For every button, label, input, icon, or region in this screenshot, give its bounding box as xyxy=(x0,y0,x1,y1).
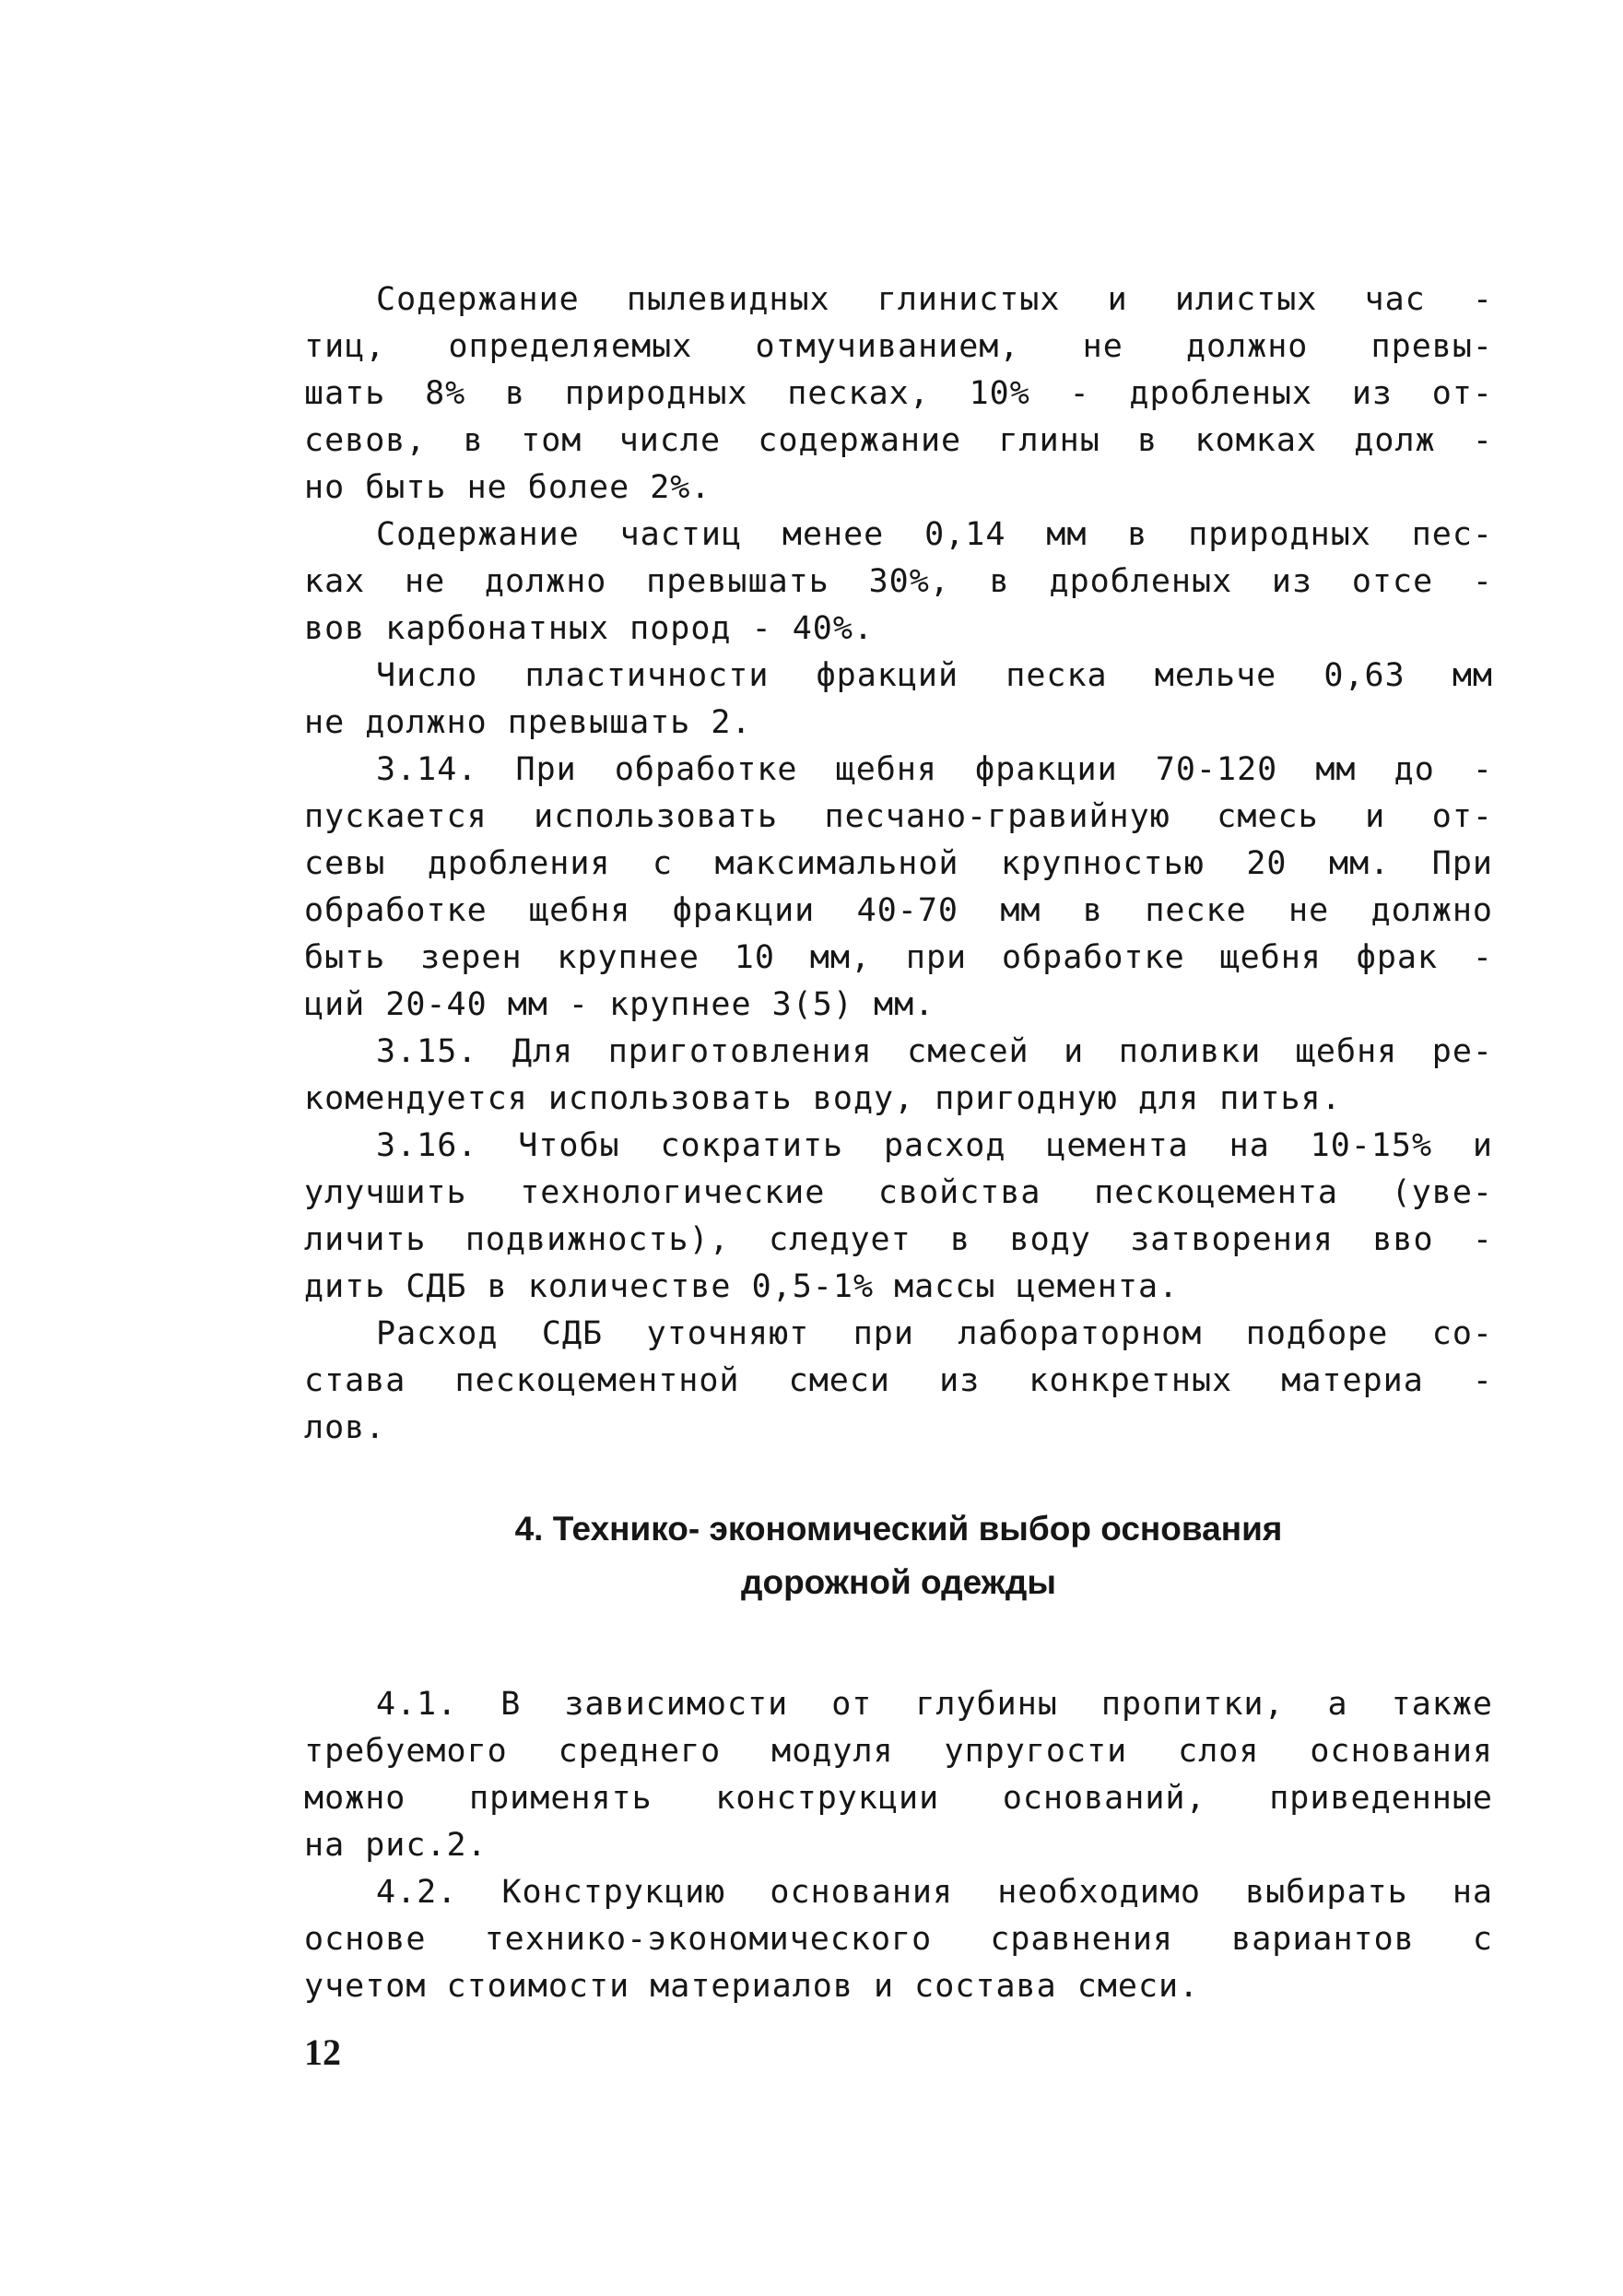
text-line: лов. xyxy=(304,1409,386,1446)
text-line: дить СДБ в количестве 0,5-1% массы цемента. xyxy=(304,1268,1180,1305)
text-line: тиц, определяемых отмучиванием, не должно превы- xyxy=(304,328,1493,365)
text-line: учетом стоимости материалов и состава смеси. xyxy=(304,1968,1200,2005)
paragraph-dust-content xyxy=(304,277,1493,512)
text-line: Содержание частиц менее 0,14 мм в природных пес- xyxy=(376,516,1493,553)
section-heading-line: 4. Технико- экономический выбор основания xyxy=(514,1510,1283,1548)
text-line: шать 8% в природных песках, 10% - дробленых из от- xyxy=(304,375,1493,412)
text-line: не должно превышать 2. xyxy=(304,704,752,741)
text-line: ций 20-40 мм - крупнее 3(5) мм. xyxy=(304,986,935,1023)
paragraph-3-14 xyxy=(304,747,1493,1029)
text-line: ках не должно превышать 30%, в дробленых из отсе - xyxy=(304,563,1493,600)
text-line: Расход СДБ уточняют при лабораторном подборе со- xyxy=(376,1315,1493,1352)
text-line: комендуется использовать воду, пригодную для питья. xyxy=(304,1080,1342,1117)
text-line: улучшить технологические свойства пескоцемента (уве- xyxy=(304,1174,1493,1211)
text-line: требуемого среднего модуля упругости слоя основания xyxy=(304,1733,1493,1770)
text-line: быть зерен крупнее 10 мм, при обработке щебня фрак - xyxy=(304,939,1493,976)
text-line: Содержание пылевидных глинистых и илистых час - xyxy=(376,281,1493,318)
page-number: 12 xyxy=(304,2031,341,2073)
paragraph-sdb-consumption xyxy=(304,1311,1493,1452)
text-line: севы дробления с максимальной крупностью 20 мм. При xyxy=(304,845,1493,882)
text-line: 3.14. При обработке щебня фракции 70-120 мм до - xyxy=(376,751,1493,788)
text-line: личить подвижность), следует в воду затворения вво - xyxy=(304,1221,1493,1258)
text-line: основе технико-экономического сравнения вариантов с xyxy=(304,1921,1493,1958)
text-line: можно применять конструкции оснований, приведенные xyxy=(304,1780,1493,1817)
text-line: 4.1. В зависимости от глубины пропитки, а также xyxy=(376,1686,1493,1723)
paragraph-4-1 xyxy=(304,1681,1493,1869)
text-line: на рис.2. xyxy=(304,1827,488,1864)
text-line: но быть не более 2%. xyxy=(304,469,712,506)
text-line: 3.16. Чтобы сократить расход цемента на 10-15% и xyxy=(376,1127,1493,1164)
text-line: севов, в том числе содержание глины в комках долж - xyxy=(304,422,1493,459)
paragraph-plasticity xyxy=(304,653,1493,747)
text-line: 3.15. Для приготовления смесей и поливки щебня ре- xyxy=(376,1033,1493,1070)
section-heading-line: дорожной одежды xyxy=(740,1563,1056,1601)
text-line: става пескоцементной смеси из конкретных материа - xyxy=(304,1362,1493,1399)
paragraph-fine-particles xyxy=(304,512,1493,653)
paragraph-3-15 xyxy=(304,1029,1493,1123)
text-line: обработке щебня фракции 40-70 мм в песке не должно xyxy=(304,892,1493,929)
section-heading xyxy=(304,1502,1493,1609)
text-line: 4.2. Конструкцию основания необходимо выбирать на xyxy=(376,1874,1493,1911)
paragraph-4-2 xyxy=(304,1869,1493,2010)
text-line: пускается использовать песчано-гравийную смесь и от- xyxy=(304,798,1493,835)
paragraph-3-16 xyxy=(304,1123,1493,1311)
text-line: вов карбонатных пород - 40%. xyxy=(304,610,875,647)
text-line: Число пластичности фракций песка мельче 0,63 мм xyxy=(376,657,1493,694)
